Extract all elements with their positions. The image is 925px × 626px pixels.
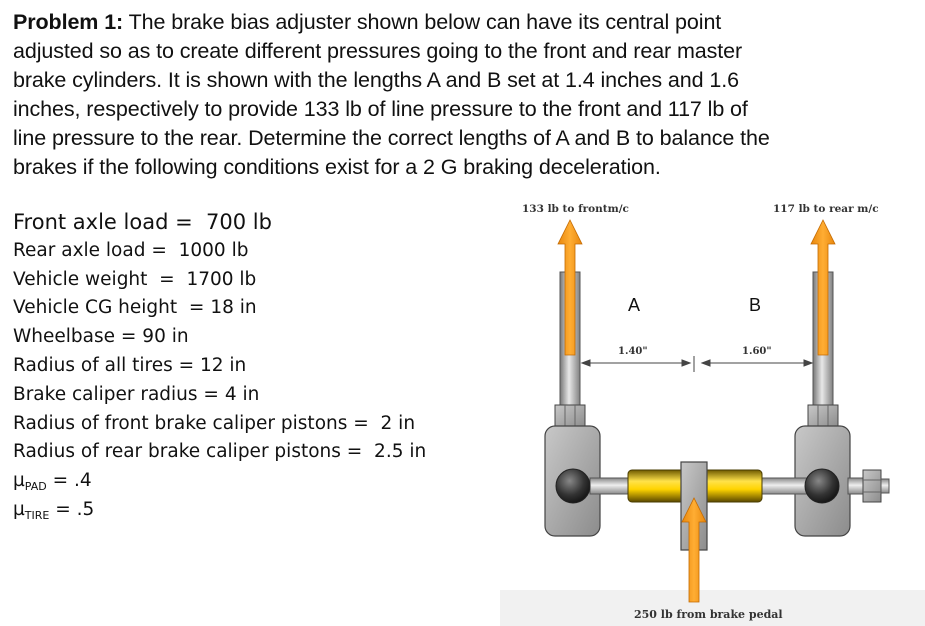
front-pivot-hole <box>556 469 590 503</box>
given-value: 1700 lb <box>186 268 257 290</box>
problem-heading: Problem 1: <box>13 10 124 34</box>
mu-subscript: PAD <box>24 480 47 494</box>
given-sep: = <box>197 383 225 405</box>
brake-bias-adjuster-diagram <box>500 190 925 626</box>
balance-bar-shaft-left <box>590 478 630 494</box>
given-conditions <box>13 208 426 525</box>
given-value: 12 in <box>200 354 247 376</box>
given-value: 1000 lb <box>178 239 249 261</box>
dimension-a-line <box>582 360 690 366</box>
mu-symbol: µ <box>13 498 25 520</box>
given-rear-axle-load <box>13 237 426 266</box>
length-a-label: A <box>628 295 641 315</box>
end-jam-nut <box>863 470 881 502</box>
rear-output-label: 117 lb to rear m/c <box>773 203 879 215</box>
given-label: Front axle load <box>13 210 169 234</box>
given-value: 4 in <box>224 383 260 405</box>
given-mu-tire <box>13 496 426 525</box>
dimension-b-line <box>702 360 812 366</box>
length-b-label: B <box>749 295 762 315</box>
given-tire-radius <box>13 352 426 381</box>
given-front-piston-radius <box>13 410 426 439</box>
front-output-label: 133 lb to frontm/c <box>522 203 629 215</box>
problem-line-2: adjusted so as to create different pressures going to the front and rear master <box>13 39 743 63</box>
given-label: Radius of all tires <box>13 354 173 376</box>
shaft-tip <box>881 479 889 493</box>
given-label: Radius of front brake caliper pistons <box>13 412 348 434</box>
dimension-b-value: 1.60" <box>742 346 772 357</box>
problem-statement <box>13 8 913 182</box>
given-label: Vehicle CG height <box>13 297 178 319</box>
given-front-axle-load <box>13 208 426 237</box>
rear-clevis-nut <box>808 405 838 427</box>
given-mu-pad <box>13 467 426 496</box>
given-sep: = <box>172 354 200 376</box>
mu-symbol: µ <box>13 470 25 492</box>
given-sep: = <box>177 297 211 319</box>
rear-pivot-hole <box>805 469 839 503</box>
given-cg-height <box>13 294 426 323</box>
balance-bar-shaft-right <box>760 478 810 494</box>
problem-line-4: inches, respectively to provide 133 lb of line pressure to the front and 117 lb of <box>13 97 748 121</box>
given-label: Radius of rear brake caliper pistons <box>13 441 341 463</box>
problem-line-6: brakes if the following conditions exist for a 2 G braking deceleration. <box>13 155 661 179</box>
given-label: Rear axle load <box>13 239 146 261</box>
given-rear-piston-radius <box>13 438 426 467</box>
problem-line-3: brake cylinders. It is shown with the lengths A and B set at 1.4 inches and 1.6 <box>13 68 739 92</box>
pedal-input-label: 250 lb from brake pedal <box>634 608 783 621</box>
given-sep: = <box>115 326 143 348</box>
mu-subscript: TIRE <box>24 508 50 522</box>
given-vehicle-weight <box>13 266 426 295</box>
given-label: Vehicle weight <box>13 268 148 290</box>
front-clevis-nut <box>555 405 585 427</box>
mu-value: = .5 <box>49 498 95 520</box>
given-sep: = <box>145 239 179 261</box>
given-value: 18 in <box>210 297 257 319</box>
problem-line-1: The brake bias adjuster shown below can have its central point <box>128 10 722 34</box>
given-sep: = <box>340 441 375 463</box>
given-sep: = <box>347 412 381 434</box>
given-value: 90 in <box>142 326 189 348</box>
shaft-end-thread <box>848 478 864 494</box>
given-sep: = <box>168 210 207 234</box>
problem-line-5: line pressure to the rear. Determine the correct lengths of A and B to balance the <box>13 126 770 150</box>
given-caliper-radius <box>13 381 426 410</box>
given-sep: = <box>147 268 187 290</box>
given-wheelbase <box>13 323 426 352</box>
given-value: 2 in <box>380 412 416 434</box>
given-label: Wheelbase <box>13 326 116 348</box>
mu-value: = .4 <box>46 470 92 492</box>
given-value: 2.5 in <box>374 441 427 463</box>
given-value: 700 lb <box>206 210 272 234</box>
dimension-a-value: 1.40" <box>618 346 648 357</box>
given-label: Brake caliper radius <box>13 383 198 405</box>
